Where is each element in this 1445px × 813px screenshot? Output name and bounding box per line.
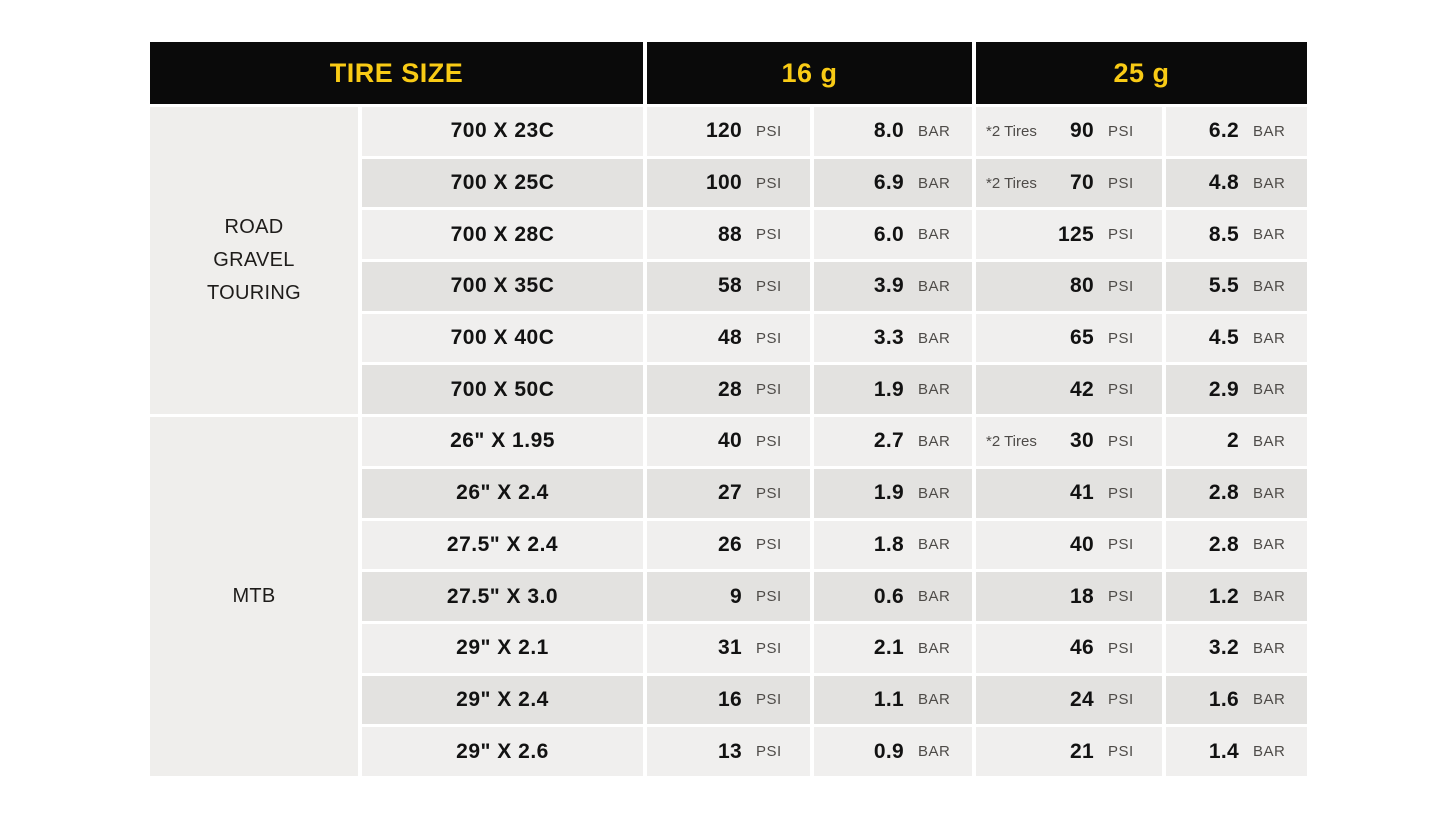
bar-16g-value: 6.9 — [873, 171, 904, 195]
tire-size-label: 27.5" X 3.0 — [446, 584, 559, 608]
header-tire-size: TIRE SIZE — [150, 42, 643, 104]
bar-25g-value: 4.8 — [1208, 171, 1239, 195]
bar-unit-label: BAR — [1253, 639, 1286, 657]
bar-unit-label: BAR — [918, 329, 951, 347]
bar-25g-cell — [1166, 159, 1307, 208]
bar-25g-value: 2 — [1227, 429, 1239, 453]
tire-size-cell — [362, 159, 643, 208]
psi-16g-cell — [647, 727, 810, 776]
tire-size-label: 700 X 40C — [450, 326, 555, 350]
psi-25g-value: 90 — [1070, 119, 1094, 143]
psi-25g-value: 42 — [1070, 377, 1094, 401]
tire-size-cell — [362, 314, 643, 363]
bar-25g-value: 1.6 — [1208, 687, 1239, 711]
psi-16g-value: 40 — [718, 429, 742, 453]
bar-16g-cell — [814, 727, 972, 776]
psi-25g-value: 40 — [1070, 532, 1094, 556]
psi-25g-cell — [976, 676, 1162, 725]
psi-25g-value: 18 — [1070, 584, 1094, 608]
psi-25g-cell — [976, 624, 1162, 673]
category-label-line: GRAVEL — [213, 249, 295, 272]
category-label-line: TOURING — [207, 282, 301, 305]
psi-unit-label: PSI — [756, 277, 782, 295]
psi-unit-label: PSI — [756, 484, 782, 502]
psi-25g-cell — [976, 727, 1162, 776]
bar-16g-cell — [814, 676, 972, 725]
psi-unit-label: PSI — [1108, 277, 1134, 295]
tire-size-label: 26" X 2.4 — [456, 481, 549, 505]
psi-16g-cell — [647, 676, 810, 725]
bar-unit-label: BAR — [1253, 432, 1286, 450]
tire-size-label: 700 X 25C — [450, 171, 555, 195]
tire-size-cell — [362, 210, 643, 259]
bar-unit-label: BAR — [918, 743, 951, 761]
psi-unit-label: PSI — [1108, 174, 1134, 192]
psi-16g-cell — [647, 314, 810, 363]
tire-size-label: 29" X 2.1 — [456, 636, 549, 660]
bar-unit-label: BAR — [918, 174, 951, 192]
psi-unit-label: PSI — [1108, 484, 1134, 502]
bar-25g-cell — [1166, 262, 1307, 311]
psi-unit-label: PSI — [1108, 432, 1134, 450]
tire-size-label: 700 X 28C — [450, 222, 555, 246]
tire-size-label: 700 X 35C — [450, 274, 555, 298]
bar-16g-value: 2.7 — [873, 429, 904, 453]
psi-unit-label: PSI — [756, 432, 782, 450]
bar-16g-cell — [814, 572, 972, 621]
psi-16g-value: 13 — [718, 739, 742, 763]
category-cell — [150, 107, 358, 414]
bar-16g-value: 3.9 — [873, 274, 904, 298]
bar-25g-cell — [1166, 727, 1307, 776]
psi-16g-cell — [647, 107, 810, 156]
bar-16g-value: 0.9 — [873, 739, 904, 763]
psi-25g-cell — [976, 417, 1162, 466]
bar-unit-label: BAR — [1253, 691, 1286, 709]
bar-16g-value: 1.9 — [873, 481, 904, 505]
psi-25g-cell — [976, 262, 1162, 311]
bar-16g-value: 1.8 — [873, 532, 904, 556]
bar-25g-cell — [1166, 210, 1307, 259]
bar-16g-cell — [814, 521, 972, 570]
psi-unit-label: PSI — [1108, 122, 1134, 140]
tire-size-label: 26" X 1.95 — [450, 429, 555, 453]
tire-size-cell — [362, 727, 643, 776]
tire-pressure-table — [150, 42, 1307, 776]
bar-25g-cell — [1166, 107, 1307, 156]
psi-16g-cell — [647, 417, 810, 466]
psi-25g-value: 30 — [1070, 429, 1094, 453]
psi-16g-cell — [647, 210, 810, 259]
two-tires-note: *2 Tires — [986, 432, 1037, 450]
bar-25g-cell — [1166, 314, 1307, 363]
bar-16g-cell — [814, 417, 972, 466]
bar-25g-cell — [1166, 365, 1307, 414]
psi-16g-value: 88 — [718, 222, 742, 246]
bar-unit-label: BAR — [918, 536, 951, 554]
psi-16g-cell — [647, 159, 810, 208]
bar-unit-label: BAR — [1253, 329, 1286, 347]
bar-25g-cell — [1166, 676, 1307, 725]
psi-25g-value: 41 — [1070, 481, 1094, 505]
psi-unit-label: PSI — [756, 174, 782, 192]
psi-unit-label: PSI — [756, 329, 782, 347]
psi-unit-label: PSI — [756, 536, 782, 554]
psi-16g-value: 27 — [718, 481, 742, 505]
bar-25g-cell — [1166, 572, 1307, 621]
header-16g-cartridge: 16 g — [647, 42, 972, 104]
bar-16g-cell — [814, 107, 972, 156]
bar-16g-value: 0.6 — [873, 584, 904, 608]
bar-unit-label: BAR — [1253, 277, 1286, 295]
psi-unit-label: PSI — [756, 381, 782, 399]
two-tires-note: *2 Tires — [986, 174, 1037, 192]
bar-unit-label: BAR — [918, 484, 951, 502]
bar-16g-cell — [814, 262, 972, 311]
bar-16g-cell — [814, 210, 972, 259]
bar-25g-cell — [1166, 624, 1307, 673]
psi-unit-label: PSI — [1108, 226, 1134, 244]
psi-unit-label: PSI — [1108, 743, 1134, 761]
psi-16g-value: 26 — [718, 532, 742, 556]
bar-16g-value: 6.0 — [873, 222, 904, 246]
psi-16g-cell — [647, 521, 810, 570]
bar-unit-label: BAR — [918, 588, 951, 606]
psi-25g-value: 125 — [1058, 222, 1094, 246]
psi-25g-cell — [976, 365, 1162, 414]
bar-unit-label: BAR — [918, 122, 951, 140]
bar-unit-label: BAR — [1253, 743, 1286, 761]
psi-16g-value: 31 — [718, 636, 742, 660]
bar-16g-cell — [814, 469, 972, 518]
bar-16g-cell — [814, 159, 972, 208]
bar-25g-value: 3.2 — [1208, 636, 1239, 660]
psi-unit-label: PSI — [1108, 691, 1134, 709]
bar-16g-cell — [814, 365, 972, 414]
bar-25g-value: 2.9 — [1208, 377, 1239, 401]
psi-25g-value: 46 — [1070, 636, 1094, 660]
psi-16g-cell — [647, 624, 810, 673]
tire-size-label: 27.5" X 2.4 — [446, 532, 559, 556]
tire-size-cell — [362, 417, 643, 466]
bar-16g-value: 3.3 — [873, 326, 904, 350]
bar-25g-cell — [1166, 521, 1307, 570]
psi-25g-value: 24 — [1070, 687, 1094, 711]
psi-25g-cell — [976, 572, 1162, 621]
psi-16g-value: 120 — [706, 119, 742, 143]
bar-16g-cell — [814, 624, 972, 673]
bar-unit-label: BAR — [918, 691, 951, 709]
psi-unit-label: PSI — [756, 122, 782, 140]
psi-25g-cell — [976, 314, 1162, 363]
bar-unit-label: BAR — [1253, 484, 1286, 502]
psi-25g-cell — [976, 159, 1162, 208]
tire-size-label: 700 X 50C — [450, 377, 555, 401]
tire-size-cell — [362, 521, 643, 570]
bar-16g-value: 1.9 — [873, 377, 904, 401]
psi-unit-label: PSI — [1108, 381, 1134, 399]
tire-size-label: 29" X 2.4 — [456, 687, 549, 711]
psi-25g-cell — [976, 107, 1162, 156]
tire-size-label: 700 X 23C — [450, 119, 555, 143]
psi-unit-label: PSI — [1108, 329, 1134, 347]
tire-size-cell — [362, 107, 643, 156]
bar-25g-value: 2.8 — [1208, 532, 1239, 556]
psi-16g-value: 58 — [718, 274, 742, 298]
tire-size-cell — [362, 676, 643, 725]
bar-unit-label: BAR — [918, 639, 951, 657]
bar-unit-label: BAR — [1253, 381, 1286, 399]
bar-25g-value: 1.2 — [1208, 584, 1239, 608]
two-tires-note: *2 Tires — [986, 122, 1037, 140]
bar-16g-value: 1.1 — [873, 687, 904, 711]
psi-unit-label: PSI — [756, 226, 782, 244]
psi-25g-value: 80 — [1070, 274, 1094, 298]
bar-16g-cell — [814, 314, 972, 363]
bar-unit-label: BAR — [1253, 122, 1286, 140]
tire-size-cell — [362, 624, 643, 673]
bar-16g-value: 8.0 — [873, 119, 904, 143]
tire-size-cell — [362, 469, 643, 518]
bar-unit-label: BAR — [1253, 174, 1286, 192]
psi-16g-cell — [647, 469, 810, 518]
tire-size-cell — [362, 572, 643, 621]
category-label-line: ROAD — [224, 216, 284, 239]
bar-unit-label: BAR — [918, 381, 951, 399]
bar-unit-label: BAR — [918, 277, 951, 295]
psi-25g-cell — [976, 469, 1162, 518]
bar-25g-cell — [1166, 469, 1307, 518]
bar-unit-label: BAR — [918, 226, 951, 244]
psi-16g-cell — [647, 572, 810, 621]
psi-16g-value: 100 — [706, 171, 742, 195]
psi-16g-value: 16 — [718, 687, 742, 711]
psi-unit-label: PSI — [1108, 639, 1134, 657]
psi-25g-value: 21 — [1070, 739, 1094, 763]
bar-25g-cell — [1166, 417, 1307, 466]
bar-25g-value: 5.5 — [1208, 274, 1239, 298]
bar-25g-value: 1.4 — [1208, 739, 1239, 763]
tire-size-label: 29" X 2.6 — [456, 739, 549, 763]
header-25g-cartridge: 25 g — [976, 42, 1307, 104]
tire-size-cell — [362, 262, 643, 311]
psi-unit-label: PSI — [1108, 536, 1134, 554]
bar-unit-label: BAR — [918, 432, 951, 450]
psi-unit-label: PSI — [756, 691, 782, 709]
bar-25g-value: 8.5 — [1208, 222, 1239, 246]
category-cell — [150, 417, 358, 776]
psi-25g-cell — [976, 210, 1162, 259]
psi-16g-value: 9 — [730, 584, 742, 608]
psi-16g-value: 48 — [718, 326, 742, 350]
category-label-line: MTB — [232, 585, 276, 608]
bar-25g-value: 4.5 — [1208, 326, 1239, 350]
bar-16g-value: 2.1 — [873, 636, 904, 660]
bar-unit-label: BAR — [1253, 226, 1286, 244]
tire-size-cell — [362, 365, 643, 414]
psi-16g-cell — [647, 262, 810, 311]
psi-unit-label: PSI — [756, 639, 782, 657]
bar-25g-value: 6.2 — [1208, 119, 1239, 143]
psi-unit-label: PSI — [756, 743, 782, 761]
psi-25g-value: 65 — [1070, 326, 1094, 350]
psi-16g-value: 28 — [718, 377, 742, 401]
bar-unit-label: BAR — [1253, 588, 1286, 606]
psi-16g-cell — [647, 365, 810, 414]
psi-unit-label: PSI — [1108, 588, 1134, 606]
bar-25g-value: 2.8 — [1208, 481, 1239, 505]
psi-unit-label: PSI — [756, 588, 782, 606]
psi-25g-value: 70 — [1070, 171, 1094, 195]
bar-unit-label: BAR — [1253, 536, 1286, 554]
psi-25g-cell — [976, 521, 1162, 570]
